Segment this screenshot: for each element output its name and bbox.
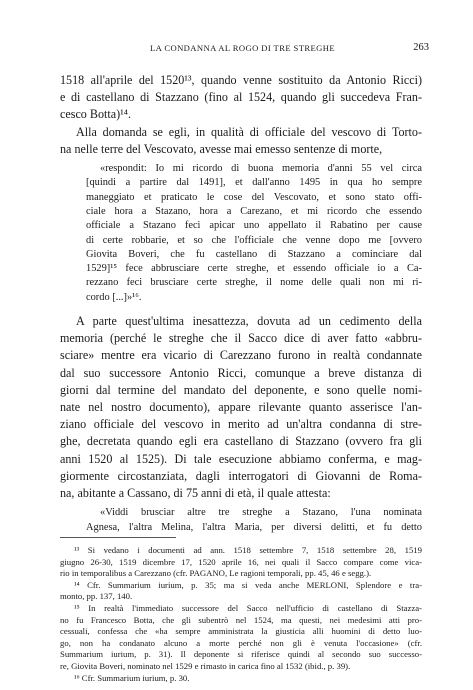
footnote-line: ¹⁵ In realtà l'immediato successore del Sacco nell'ufficio di castellano di Stazza- (74, 602, 422, 613)
quote-line: rezzano feci brusciare certe streghe, il nome delle quali non mi ri- (86, 277, 422, 289)
quote-line: «Viddi brusciar altre tre streghe a Stazano, l'una nominata (100, 507, 422, 519)
text-line: Alla domanda se egli, in qualità di officiale del vescovo di Torto- (76, 124, 422, 139)
footnote-line: ¹⁴ Cfr. Summarium iurium, p. 35; ma si veda anche MERLONI, Splendore e tra- (74, 579, 422, 590)
quote-line: di certe robbarie, et so che l'officiale che venne dopo me [ovvero (86, 234, 422, 246)
quote-line: «respondit: Io mi ricordo di buona memoria d'anni 55 vel circa (100, 163, 422, 175)
text-line: A parte quest'ultima inesattezza, dovuta ad un cedimento della (76, 313, 422, 328)
main-text (60, 72, 422, 539)
footnote-line: monto, pp. 137, 140. (60, 591, 133, 602)
text-line: giorni dal termine del mandato del deponente, e sono quelle nomi- (60, 382, 422, 397)
quote-line: Agnesa, l'altra Melina, l'altra Maria, per diversi delitti, et fu detto (86, 521, 422, 533)
footnote-line: go, non ha condanato alcuno a morte perché non gli è venuta l'occasione» (cfr. (60, 637, 422, 648)
footnote-line: re, Giovita Boveri, nominato nel 1529 e rimasto in carica fino al 1532 (ibid., p. 39). (60, 660, 351, 671)
quote-line: cordo [...]»¹⁶. (86, 291, 142, 303)
paragraph-3 (60, 313, 422, 502)
quote-line: Giovita Boveri, che fu castellano di Stazzano a cominciare dal (86, 248, 422, 260)
block-quote-1 (86, 162, 422, 305)
footnote-rule (60, 537, 176, 538)
running-head: LA CONDANNA AL ROGO DI TRE STREGHE (150, 43, 335, 53)
quote-line: maneggiato et praticato le cose del Vescovato, et sono stato offi- (86, 191, 422, 203)
text-line: ziano officiale del vescovo in merito ad un'altra condanna di stre- (60, 417, 422, 432)
footnote-line: cessuali, confessa che «ha sempre amministrata la giusticia alli huomini di detto luo- (60, 626, 422, 637)
footnote-line: no fu Francesco Botta, che gli subentrò nel 1524, ma questi, nei medesimi atti pro- (60, 614, 422, 625)
quote-line: ciale hora a Stazano, hora a Carezano, et mi ricordo che essendo (86, 205, 422, 217)
page-header (0, 43, 473, 59)
text-line: e di castellano di Stazzano (fino al 1524, quando gli succedeva Fran- (60, 90, 422, 105)
text-line: nate nel nostro documento), appare rilevante quanto asserisce l'an- (60, 400, 422, 414)
text-line: ghe, decretata quando egli era castellano di Stazzano (ovvero fra gli (60, 434, 422, 449)
text-line: memoria (perché le streghe che il Sacco dice di aver fatto «abbru- (60, 331, 422, 346)
paragraph-2 (60, 124, 422, 158)
text-line: cesco Botta)¹⁴. (60, 107, 131, 122)
quote-line: officiale a Stazano feci apicar uno appellato il Rabatino per cause (86, 220, 422, 232)
footnotes (60, 537, 422, 684)
text-line: na, abitante a Cassano, di 75 anni di età, il quale attesta: (60, 486, 331, 501)
page-number: 263 (413, 42, 429, 53)
footnote-line: rio in temporalibus a Carezzano (cfr. PAGANO, Le ragioni temporali, pp. 45, 46 e segg.). (60, 568, 372, 579)
footnote-line: ¹³ Si vedano i documenti ad ann. 1518 settembre 7, 1518 settembre 28, 1519 (74, 545, 422, 555)
text-line: sciare» mentre era vicario di Carezzano furono in realtà condannate (60, 348, 422, 363)
text-line: dal suo successore Antonio Ricci, comunque a breve distanza di (60, 365, 422, 380)
paragraph-1 (60, 72, 422, 124)
block-quote-2 (86, 506, 422, 535)
footnote-line: Summarium iurium, p. 31). Il deponente si riferisce quindi al secondo suo successo- (60, 649, 422, 660)
quote-line: [quindi a partire dal 1491], et dall'anno 1495 in qua ho sempre (86, 177, 422, 189)
text-line: anni 1520 al 1525). Di tale esecuzione abbiamo conferma, e mag- (60, 451, 422, 466)
footnote-line: giugno 26-30, 1519 dicembre 17, 1520 aprile 16, nei quali il Sacco compare come vica- (60, 556, 422, 567)
text-line: na nelle terre del Vescovato, avesse mai emesso sentenze di morte, (60, 141, 383, 156)
text-line: 1518 all'aprile del 1520¹³, quando venne sostituito da Antonio Ricci) (60, 73, 422, 87)
quote-line: 1529]¹⁵ fece abbrusciare certe streghe, et essendo officiale io a Ca- (86, 263, 422, 275)
text-line: giormente circostanziata, dagli interrogatori di Giovanni de Roma- (60, 468, 422, 483)
footnote-line: ¹⁶ Cfr. Summarium iurium, p. 30. (74, 672, 190, 683)
